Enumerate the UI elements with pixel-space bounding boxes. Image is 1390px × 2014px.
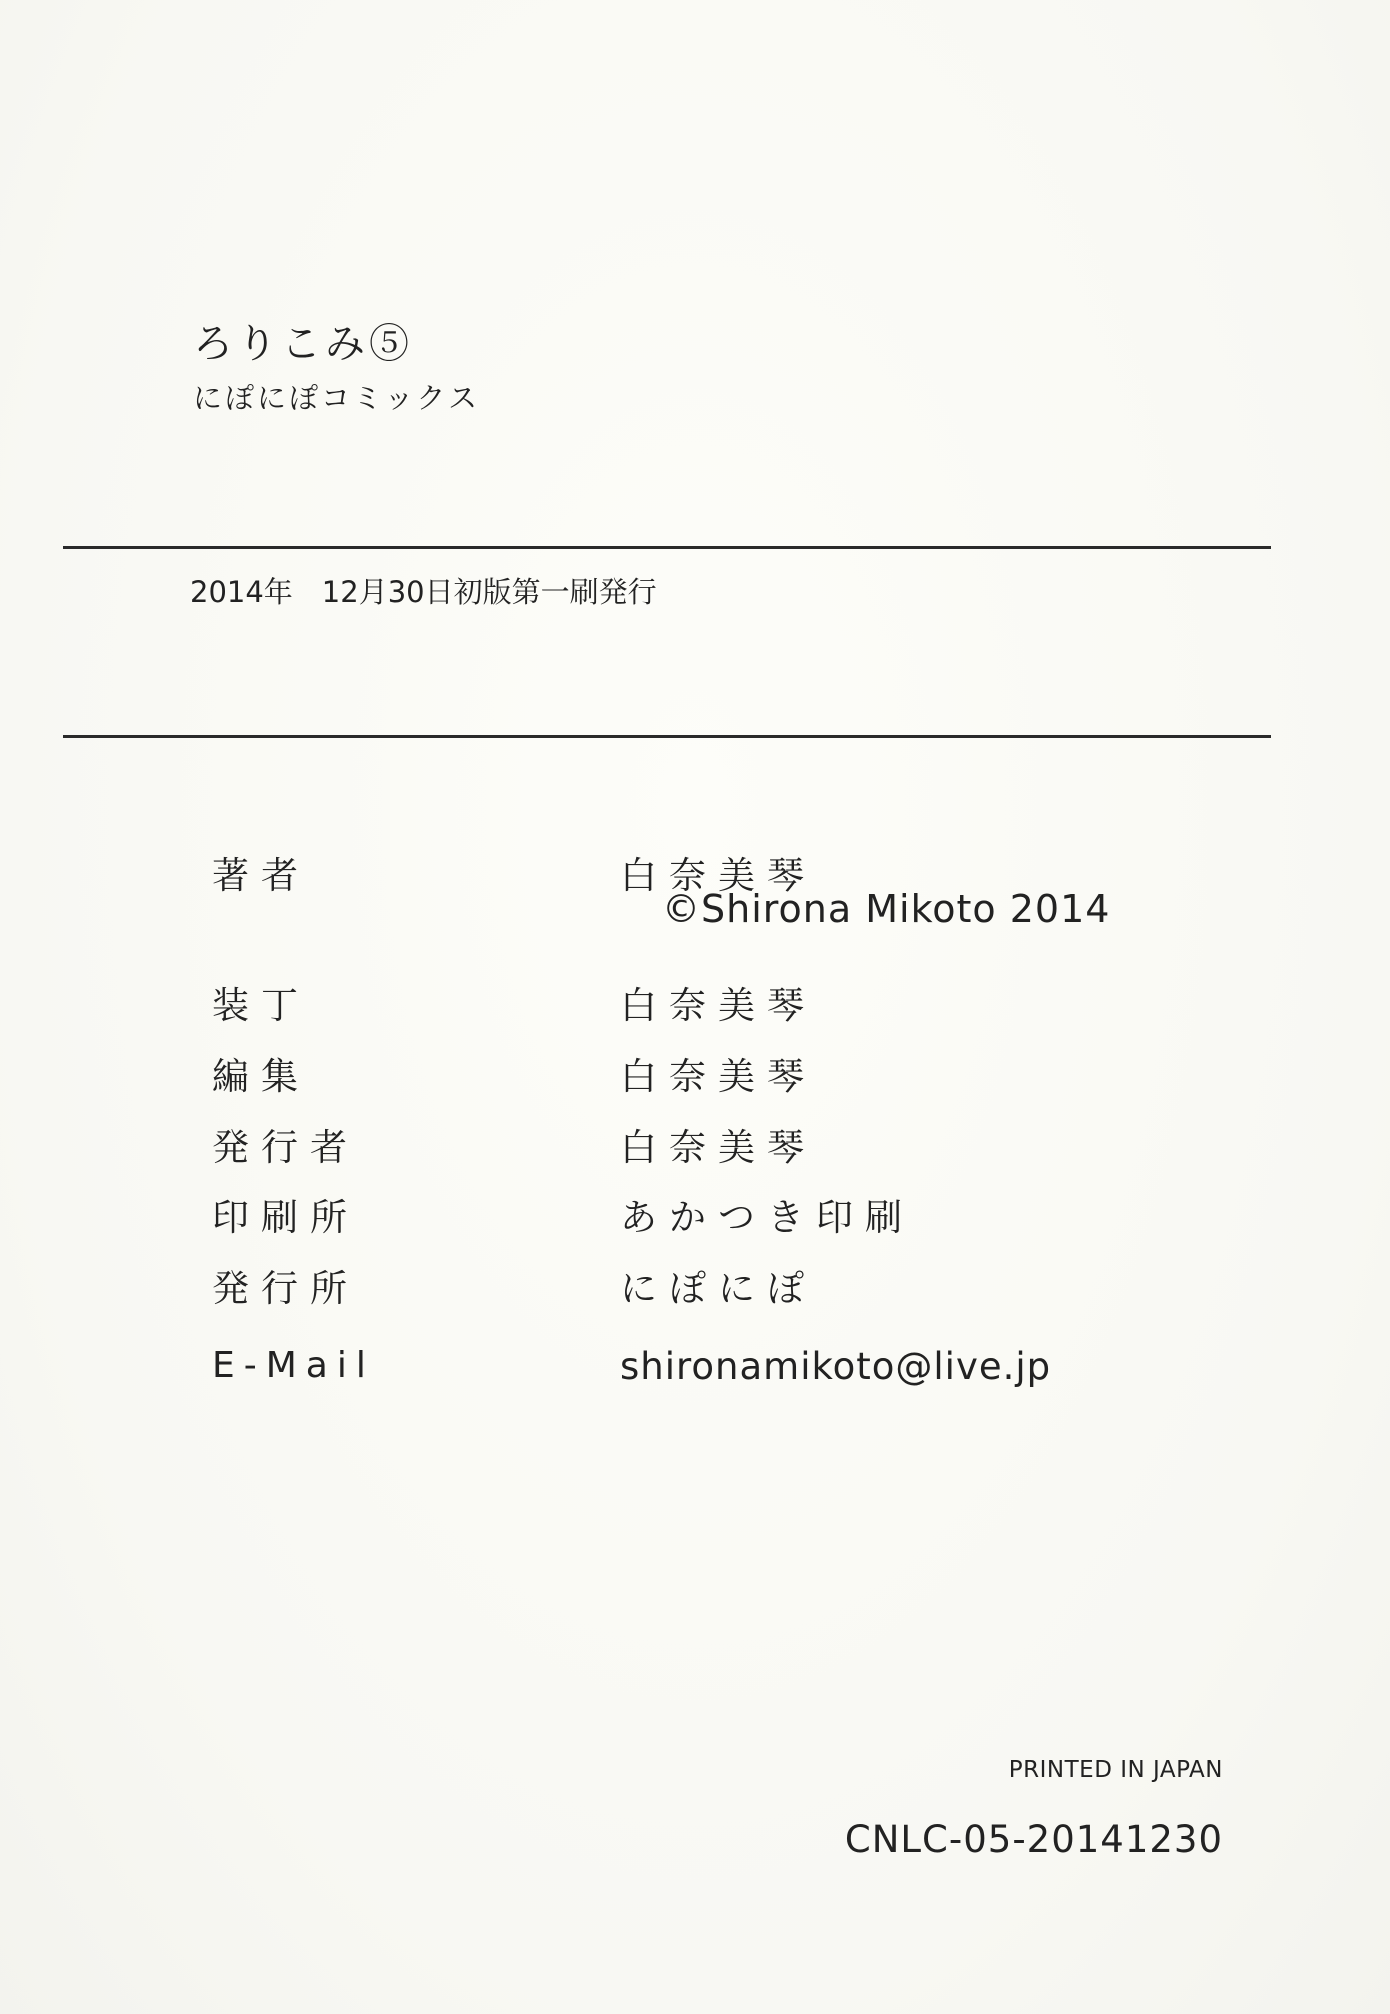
credit-label: 著者 [212, 854, 310, 897]
credit-value: あかつき印刷 [620, 1196, 914, 1239]
credit-label: 編集 [212, 1055, 310, 1098]
copyright-notice: ©Shirona Mikoto 2014 [662, 887, 1111, 931]
bottom-divider [63, 735, 1271, 738]
credit-label: 印刷所 [212, 1196, 359, 1239]
top-divider [63, 546, 1271, 549]
credit-value: 白奈美琴 [620, 984, 816, 1027]
book-title: ろりこみ⑤ [193, 321, 413, 367]
credit-label: E-Mail [212, 1345, 375, 1386]
credit-label: 装丁 [212, 984, 310, 1027]
series-name: にぽにぽコミックス [193, 381, 481, 415]
credit-value: 白奈美琴 [620, 1055, 816, 1098]
catalog-code: CNLC-05-20141230 [844, 1818, 1223, 1861]
credit-label: 発行者 [212, 1126, 359, 1169]
credit-value: 白奈美琴 [620, 1126, 816, 1169]
email-address: shironamikoto@live.jp [620, 1345, 1052, 1388]
edition-date: 2014年 12月30日初版第一刷発行 [190, 575, 657, 609]
credit-value: にぽにぽ [620, 1267, 816, 1310]
credit-value: 白奈美琴 [620, 854, 816, 897]
printed-in-japan: PRINTED IN JAPAN [1008, 1757, 1223, 1783]
credit-label: 発行所 [212, 1267, 359, 1310]
